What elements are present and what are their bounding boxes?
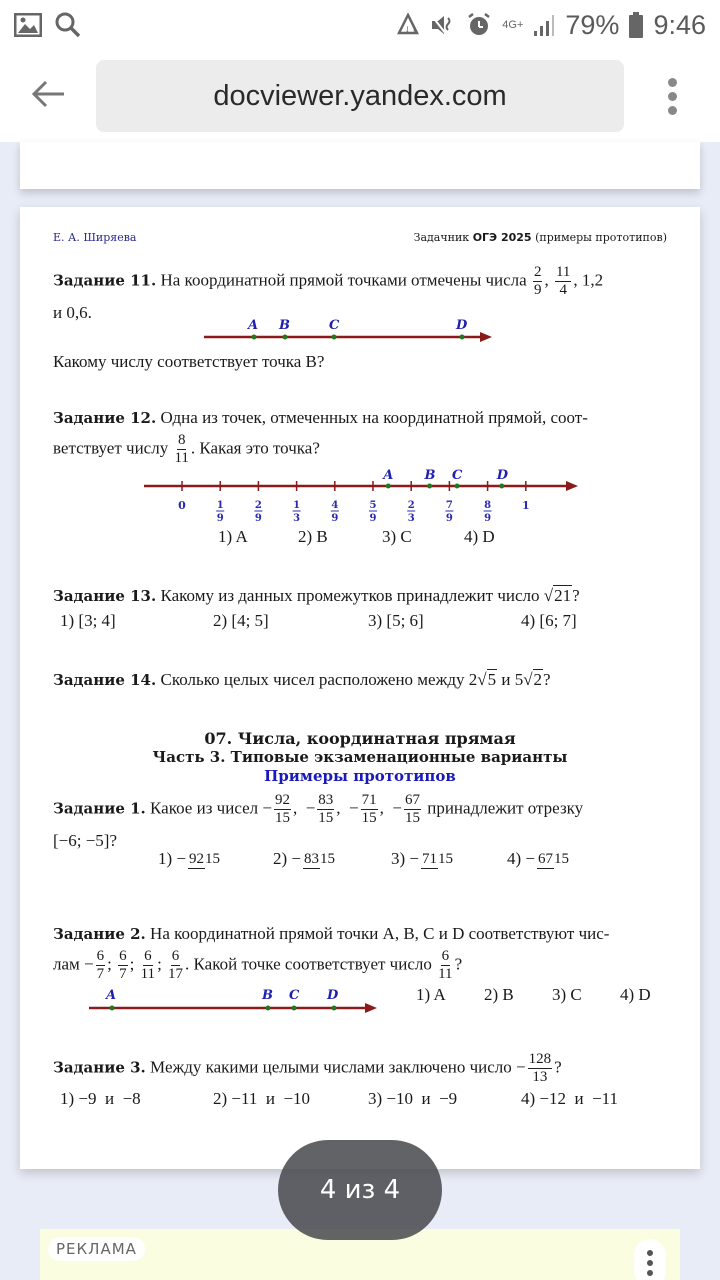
option[interactable]: 1) −9 и −8 xyxy=(60,1089,141,1108)
label-c: C xyxy=(329,318,340,333)
tick-label-denominator: 9 xyxy=(254,513,262,522)
fraction: $\frac{8}{11}$ xyxy=(174,432,189,466)
option[interactable]: 2) B xyxy=(298,527,328,546)
label-d: D xyxy=(327,988,339,1003)
url-field[interactable] xyxy=(96,60,624,132)
task-13: Задание 13. Какому из данных промежутков принадлежит число √21? xyxy=(53,586,580,605)
page-counter[interactable] xyxy=(278,1140,442,1240)
tick-label-denominator: 9 xyxy=(484,513,492,522)
point-b xyxy=(427,484,432,489)
point-b xyxy=(283,335,288,340)
tick-label: 1 xyxy=(521,499,530,512)
option[interactable]: 1) − 9215 xyxy=(158,849,221,868)
status-bar xyxy=(0,0,720,50)
svg-text:↓↑: ↓↑ xyxy=(404,25,418,34)
arrow-left-icon xyxy=(30,74,66,119)
tick-label-numerator: 8 xyxy=(484,500,492,511)
point-d xyxy=(499,484,504,489)
option[interactable]: 2) [4; 5] xyxy=(213,611,269,630)
task-2-options xyxy=(416,985,651,1005)
option[interactable]: 2) −11 и −10 xyxy=(213,1089,311,1108)
task-12: Задание 12. Одна из точек, отмеченных на координатной прямой, соот- ветствует числу $\frac{8}{11}$ . Какая это точка? xyxy=(53,408,588,466)
more-vertical-icon xyxy=(647,1250,653,1256)
task-11-question: Какому числу соответствует точка B? xyxy=(53,352,325,371)
back-button[interactable] xyxy=(0,74,96,119)
option[interactable]: 1) A xyxy=(218,527,248,546)
tick-label-denominator: 9 xyxy=(369,513,377,522)
fraction: $\frac{11}{4}$ xyxy=(555,264,571,298)
page-counter-text: 4 из 4 xyxy=(319,1175,401,1205)
document-page[interactable] xyxy=(20,207,700,1169)
task-2: Задание 2. На координатной прямой точки A, B, C и D соответствуют чис- лам − $\frac{6}{7}$ ; $\frac{6}{7}$ ; $\frac{6}{11}$ ; $\frac{6}{17}$ . Какой точке соответствует число $\frac{6}{11}$ ? xyxy=(53,924,610,982)
browser-toolbar xyxy=(0,50,720,142)
mute-icon xyxy=(430,13,456,37)
label-a: A xyxy=(248,318,259,333)
task-3-options xyxy=(60,1089,618,1109)
page-header xyxy=(53,231,667,244)
option[interactable]: 3) −10 и −9 xyxy=(368,1089,458,1108)
section-subtitle: Часть 3. Типовые экзаменационные варианты xyxy=(152,748,568,766)
label-a: A xyxy=(106,988,117,1003)
section-subheading: Примеры прототипов xyxy=(264,767,456,785)
number-line-task12 xyxy=(140,462,590,522)
point-c xyxy=(292,1006,297,1011)
task-12-options xyxy=(218,527,495,547)
label-d: D xyxy=(496,468,509,483)
label-d: D xyxy=(456,318,468,333)
battery-percent: 79% xyxy=(565,9,620,40)
tick-label-denominator: 9 xyxy=(445,513,453,522)
battery-icon xyxy=(629,12,643,38)
point-d xyxy=(460,335,465,340)
option[interactable]: 4) − 6715 xyxy=(507,849,570,868)
label-b: B xyxy=(262,988,273,1003)
option[interactable]: 4) D xyxy=(620,985,651,1004)
tick-label-denominator: 3 xyxy=(407,513,415,522)
tick-label-numerator: 1 xyxy=(216,500,224,511)
page-book-title: Задачник ОГЭ 2025 (примеры прототипов) xyxy=(413,231,667,244)
label-a: A xyxy=(383,468,394,483)
data-saver-icon xyxy=(396,13,420,37)
point-c xyxy=(332,335,337,340)
number-line-task11 xyxy=(200,312,500,352)
signal-icon xyxy=(533,13,555,37)
tick-label-numerator: 5 xyxy=(369,500,377,511)
page-author: Е. А. Ширяева xyxy=(53,231,137,244)
network-type: 4G+ xyxy=(502,18,524,31)
task-3: Задание 3. Между какими целыми числами заключено число − $\frac{128}{13}$ ? xyxy=(53,1051,562,1085)
number-line-task2 xyxy=(85,982,385,1018)
tick-label-denominator: 9 xyxy=(216,513,224,522)
option[interactable]: 3) − 7115 xyxy=(391,849,454,868)
option[interactable]: 2) B xyxy=(484,985,514,1004)
more-vertical-icon xyxy=(668,78,677,87)
option[interactable]: 3) [5; 6] xyxy=(368,611,424,630)
more-menu-button[interactable] xyxy=(624,78,720,115)
task-11: Задание 11. На координатной прямой точками отмечены числа $\frac{2}{9}$ , $\frac{11}{4}$ , 1,2 и 0,6. xyxy=(53,264,604,322)
point-d xyxy=(332,1006,337,1011)
task-13-options xyxy=(60,611,577,631)
point-a xyxy=(386,484,391,489)
section-title: 07. Числа, координатная прямая xyxy=(204,729,516,748)
option[interactable]: 3) C xyxy=(382,527,412,546)
ad-menu-button[interactable] xyxy=(634,1239,666,1280)
tick-label-numerator: 2 xyxy=(407,500,415,511)
label-b: B xyxy=(424,468,436,483)
label-c: C xyxy=(289,988,300,1003)
option[interactable]: 4) D xyxy=(464,527,495,546)
search-icon xyxy=(54,11,82,39)
option[interactable]: 4) −12 и −11 xyxy=(521,1089,619,1108)
option[interactable]: 1) A xyxy=(416,985,446,1004)
tick-label-numerator: 7 xyxy=(445,500,453,511)
option[interactable]: 1) [3; 4] xyxy=(60,611,116,630)
tick-label-numerator: 4 xyxy=(331,500,339,511)
label-b: B xyxy=(279,318,290,333)
label-c: C xyxy=(452,468,463,483)
option[interactable]: 3) C xyxy=(552,985,582,1004)
tick-label: 0 xyxy=(178,499,186,512)
task-1-options xyxy=(158,849,571,869)
gallery-icon xyxy=(14,13,42,37)
ad-label: РЕКЛАМА xyxy=(48,1237,145,1261)
tick-label-numerator: 2 xyxy=(254,500,262,511)
task-14: Задание 14. Сколько целых чисел расположено между 2√5 и 5√2? xyxy=(53,670,551,689)
alarm-icon xyxy=(466,12,492,38)
tick-label-denominator: 9 xyxy=(331,513,339,522)
option[interactable]: 2) − 8315 xyxy=(273,849,336,868)
task-1: Задание 1. Какое из чисел − $\frac{92}{15}$ , − $\frac{83}{15}$ , − $\frac{71}{15}$ , − $\frac{67}{15}$ принадлежит отрезку [−6; −5]? xyxy=(53,792,584,850)
point-b xyxy=(266,1006,271,1011)
url-text: docviewer.yandex.com xyxy=(213,79,507,112)
fraction: $\frac{2}{9}$ xyxy=(533,264,542,298)
previous-page-sheet xyxy=(20,142,700,189)
point-c xyxy=(455,484,460,489)
point-a xyxy=(110,1006,115,1011)
option[interactable]: 4) [6; 7] xyxy=(521,611,577,630)
point-a xyxy=(252,335,257,340)
clock: 9:46 xyxy=(653,9,706,40)
tick-label-denominator: 3 xyxy=(293,513,301,522)
tick-label-numerator: 1 xyxy=(293,500,301,511)
